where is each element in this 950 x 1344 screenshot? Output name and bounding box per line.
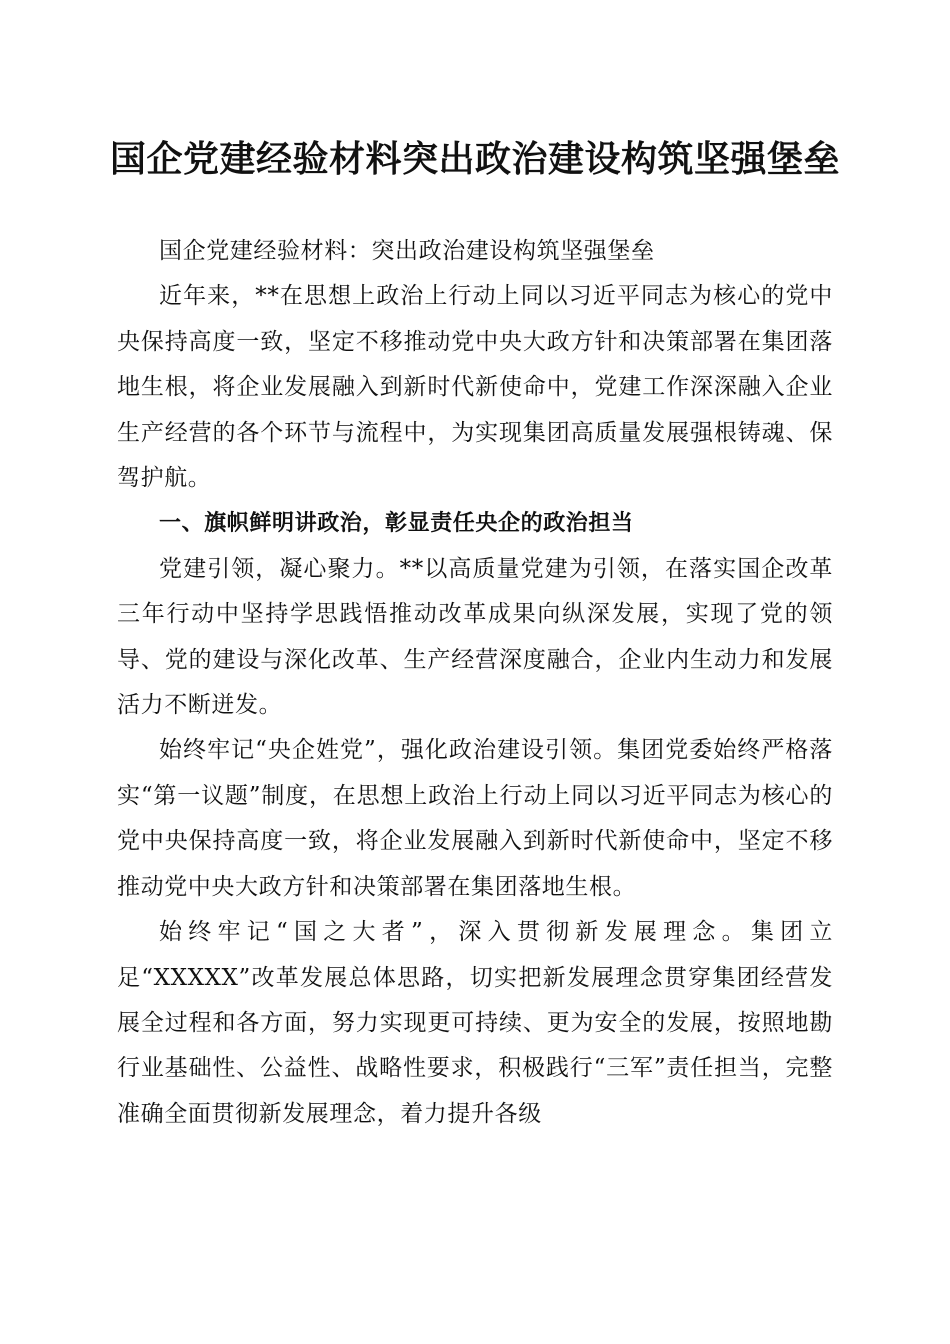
body-paragraph: 始终牢记“国之大者”，深入贯彻新发展理念。集团立足“XXXXX”改革发展总体思路，切实把新发展理念贯穿集团经营发展全过程和各方面，努力实现更可持续、更为安全的发展，按照地勘行业基础性、公益性、战略性要求，积极践行“三军”责任担当，完整准确全面贯彻新发展理念，着力提升各级	[117, 919, 833, 1127]
document-body	[117, 229, 833, 1137]
document-title: 国企党建经验材料突出政治建设构筑坚强堡垒	[109, 138, 840, 180]
body-paragraph: 始终牢记“央企姓党”，强化政治建设引领。集团党委始终严格落实“第一议题”制度，在思想上政治上行动上同以习近平同志为核心的党中央保持高度一致，将企业发展融入到新时代新使命中，坚定不移推动党中央大政方针和决策部署在集团落地生根。	[117, 737, 833, 900]
subtitle-paragraph: 国企党建经验材料：突出政治建设构筑坚强堡垒	[159, 238, 655, 264]
section-heading: 一、旗帜鲜明讲政治，彰显责任央企的政治担当	[159, 511, 634, 537]
body-paragraph: 党建引领，凝心聚力。**以高质量党建为引领，在落实国企改革三年行动中坚持学思践悟推动改革成果向纵深发展，实现了党的领导、党的建设与深化改革、生产经营深度融合，企业内生动力和发展活力不断迸发。	[117, 555, 833, 719]
intro-paragraph: 近年来，**在思想上政治上行动上同以习近平同志为核心的党中央保持高度一致，坚定不移推动党中央大政方针和决策部署在集团落地生根，将企业发展融入到新时代新使命中，党建工作深深融入企业生产经营的各个环节与流程中，为实现集团高质量发展强根铸魂、保驾护航。	[117, 283, 833, 492]
